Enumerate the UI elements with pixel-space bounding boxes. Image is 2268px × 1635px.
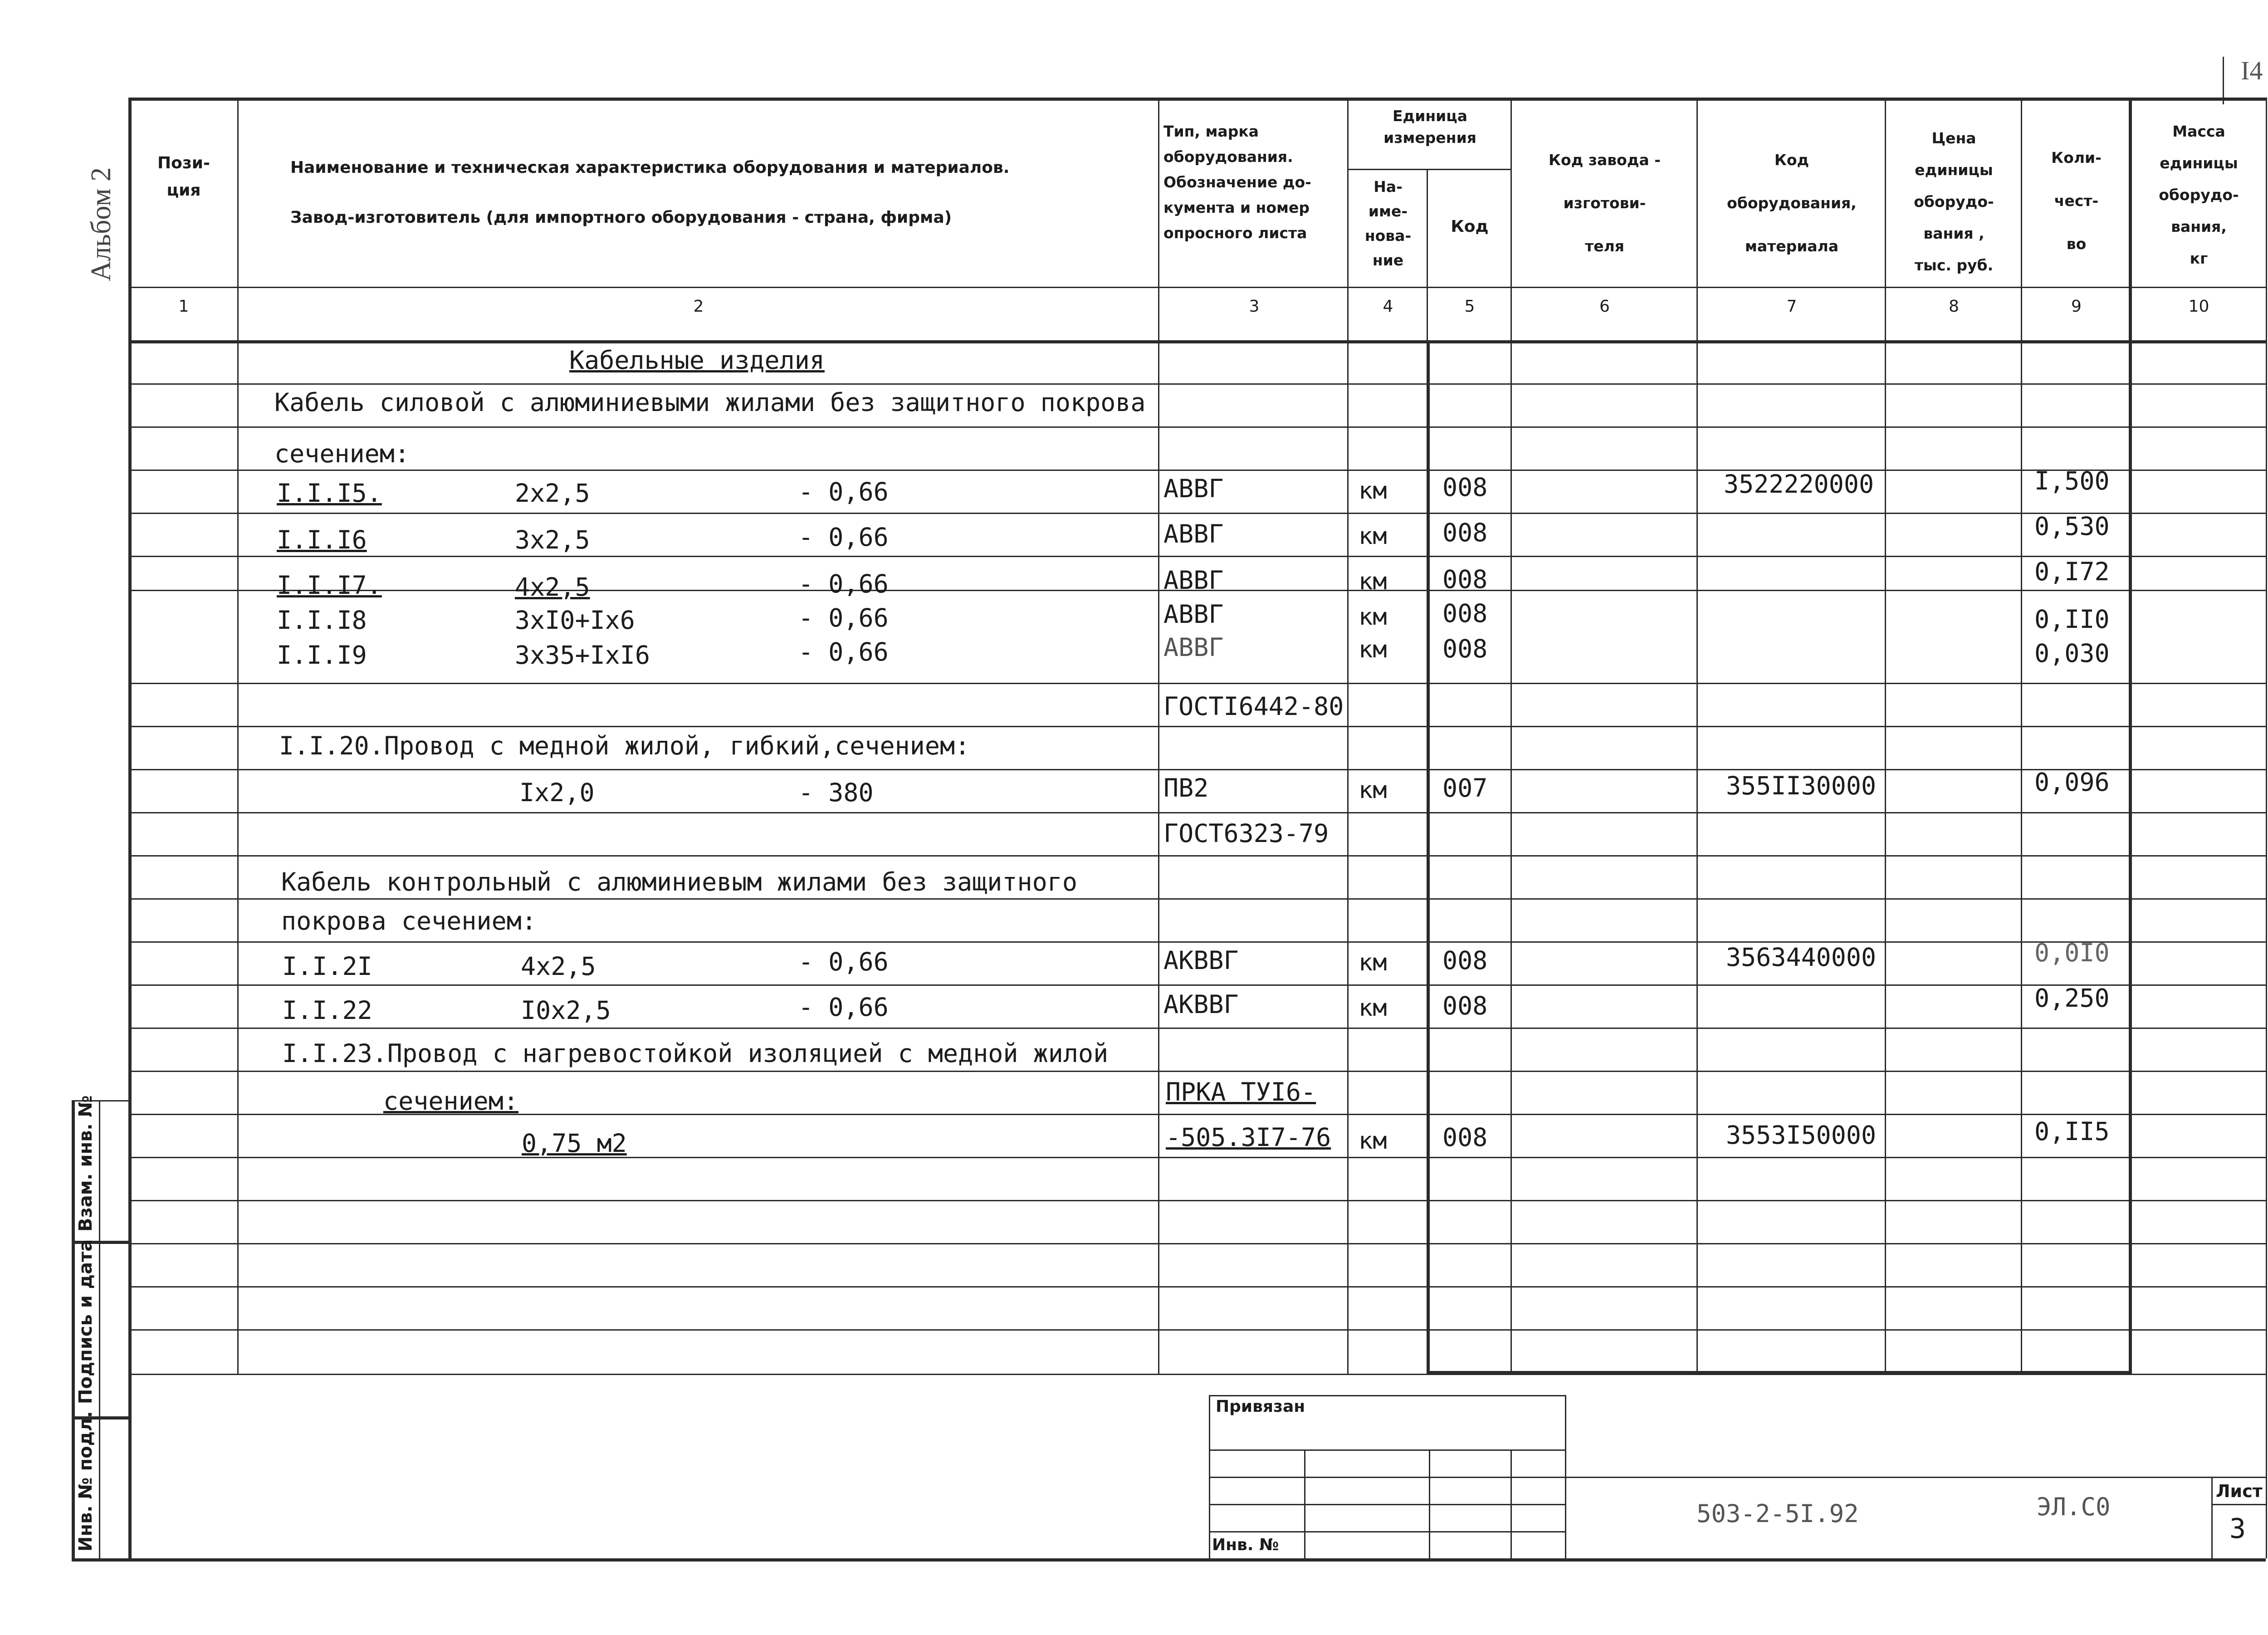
header-line: Обозначение до- <box>1163 173 1311 191</box>
header-quantity <box>2023 136 2130 265</box>
voltage-cell: - 0,66 <box>798 523 889 552</box>
unit-cell: км <box>1359 523 1387 550</box>
column-number: 2 <box>693 297 704 316</box>
row-text: Кабель контрольный с алюминиевым жилами без защитного <box>281 867 1077 896</box>
size-cell: 3х35+IхI6 <box>515 641 650 670</box>
type-cell: АВВГ <box>1163 600 1224 629</box>
standard-cell: ГОСТI6442-80 <box>1163 692 1344 721</box>
header-line: Код завода - <box>1549 151 1661 169</box>
code-cell: 008 <box>1442 599 1488 628</box>
voltage-cell: - 0,66 <box>798 603 889 632</box>
header-line: чест- <box>2054 192 2099 210</box>
unit-cell: км <box>1359 1127 1387 1155</box>
quantity-cell: 0,250 <box>2034 984 2110 1013</box>
unit-cell: км <box>1359 949 1387 976</box>
equipment-code-cell: 3522220000 <box>1724 470 1874 499</box>
header-line: Единица <box>1393 107 1467 125</box>
quantity-cell: 0,I72 <box>2034 557 2110 586</box>
code-cell: 008 <box>1442 473 1488 502</box>
equipment-code-cell: 3553I50000 <box>1726 1121 1877 1150</box>
header-line: Код <box>1774 151 1809 169</box>
header-line: тыс. руб. <box>1914 256 1994 274</box>
header-line: материала <box>1745 237 1839 255</box>
quantity-cell: 0,096 <box>2034 768 2110 797</box>
attached-label: Привязан <box>1216 1397 1305 1416</box>
header-position <box>132 150 236 204</box>
type-cell: -505.3I7-76 <box>1166 1123 1331 1152</box>
position-cell: I.I.2I <box>282 952 372 981</box>
type-cell: АВВГ <box>1163 519 1224 548</box>
column-number: 5 <box>1464 297 1475 316</box>
size-cell: 3хI0+Iх6 <box>515 606 635 635</box>
type-cell: АВВГ <box>1163 474 1224 503</box>
header-line: Коли- <box>2051 149 2102 166</box>
header-line: единицы <box>2160 154 2238 172</box>
column-number: 4 <box>1383 297 1393 316</box>
size-cell: 2х2,5 <box>515 479 590 508</box>
column-number: 7 <box>1786 297 1797 316</box>
voltage-cell: - 0,66 <box>798 637 889 666</box>
row-text: сечением: <box>383 1087 519 1116</box>
code-cell: 008 <box>1442 1123 1488 1152</box>
corner-sheet-number: I4 <box>2241 56 2263 85</box>
code-cell: 008 <box>1442 946 1488 975</box>
unit-cell: км <box>1359 603 1387 631</box>
header-line: вания , <box>1923 225 1984 242</box>
quantity-cell: I,500 <box>2034 466 2110 495</box>
quantity-cell: 0,0I0 <box>2034 938 2110 967</box>
code-cell: 008 <box>1442 634 1488 663</box>
quantity-cell: 0,II5 <box>2034 1117 2110 1146</box>
code-cell: 008 <box>1442 518 1488 547</box>
quantity-cell: 0,II0 <box>2034 605 2110 634</box>
size-cell: Iх2,0 <box>519 778 595 807</box>
column-number: 3 <box>1249 297 1260 316</box>
header-line: Завод-изготовитель (для импортного оборудования - страна, фирма) <box>290 208 952 227</box>
row-text: I.I.23.Провод с нагревостойкой изоляцией с медной жилой <box>282 1039 1109 1068</box>
column-number: 6 <box>1599 297 1610 316</box>
position-cell: I.I.I8 <box>277 606 367 635</box>
size-cell: 0,75 м2 <box>522 1129 627 1158</box>
voltage-cell: - 0,66 <box>798 993 889 1022</box>
position-cell: I.I.I5. <box>277 479 382 508</box>
quantity-cell: 0,530 <box>2034 512 2110 541</box>
section-code: ЭЛ.С0 <box>2037 1493 2111 1521</box>
header-line: кг <box>2190 250 2208 267</box>
type-cell: ПВ2 <box>1163 773 1209 803</box>
position-cell: I.I.I9 <box>277 641 367 670</box>
standard-cell: ГОСТ6323-79 <box>1163 819 1329 848</box>
unit-cell: км <box>1359 636 1387 663</box>
unit-cell: км <box>1359 477 1387 504</box>
unit-cell: км <box>1359 994 1387 1022</box>
header-line: ция <box>166 181 201 200</box>
type-cell: АВВГ <box>1163 633 1224 662</box>
sheet-number: 3 <box>2229 1513 2246 1545</box>
stamp-signature-date: Подпись и дата <box>75 1239 96 1404</box>
position-cell: I.I.I7. <box>277 571 382 600</box>
voltage-cell: - 0,66 <box>798 947 889 976</box>
section-title: Кабельные изделия <box>569 346 825 375</box>
header-line: нова- <box>1364 227 1412 245</box>
header-line: оборудования. <box>1163 148 1293 166</box>
inventory-label: Инв. № <box>1212 1536 1279 1554</box>
header-line: кумента и номер <box>1163 199 1310 216</box>
voltage-cell: - 0,66 <box>798 477 889 506</box>
quantity-cell: 0,030 <box>2034 639 2110 668</box>
header-line: теля <box>1585 237 1624 255</box>
header-line: Цена <box>1931 129 1976 147</box>
header-line: вания, <box>2171 218 2227 235</box>
size-cell: 4х2,5 <box>521 952 596 981</box>
header-unit-group <box>1349 105 1510 149</box>
position-cell: I.I.22 <box>282 996 372 1025</box>
header-line: оборудо- <box>2159 186 2239 204</box>
header-price <box>1887 122 2021 281</box>
type-cell: АВВГ <box>1163 566 1224 595</box>
size-cell: I0х2,5 <box>521 996 611 1025</box>
album-label: Альбом 2 <box>86 167 117 281</box>
code-cell: 008 <box>1442 565 1488 594</box>
voltage-cell: - 0,66 <box>798 569 889 598</box>
sheet-label: Лист <box>2216 1481 2263 1501</box>
header-line: оборудования, <box>1727 194 1857 212</box>
header-line: во <box>2066 235 2087 253</box>
size-cell: 4х2,5 <box>515 573 590 602</box>
header-line: ние <box>1372 251 1404 269</box>
header-name <box>240 143 1157 243</box>
header-factory-code <box>1513 138 1696 268</box>
header-line: изготови- <box>1563 194 1646 212</box>
header-line: Масса <box>2172 122 2225 140</box>
type-cell: АКВВГ <box>1163 990 1239 1019</box>
row-text: покрова сечением: <box>281 906 537 935</box>
unit-cell: км <box>1359 568 1387 595</box>
row-text: сечением: <box>274 439 410 468</box>
size-cell: 3х2,5 <box>515 525 590 554</box>
type-cell: ПРКА ТУI6- <box>1166 1077 1316 1106</box>
header-line: оборудо- <box>1914 193 1994 210</box>
header-line: единицы <box>1915 161 1993 179</box>
position-cell: I.I.I6 <box>277 525 367 554</box>
header-line: име- <box>1368 202 1408 220</box>
header-line: Тип, марка <box>1163 122 1259 140</box>
code-cell: 007 <box>1442 773 1488 803</box>
row-text: Кабель силовой с алюминиевыми жилами без защитного покрова <box>274 388 1146 417</box>
header-unit-code: Код <box>1451 217 1489 236</box>
type-cell: АКВВГ <box>1163 946 1239 975</box>
header-line: На- <box>1374 178 1403 196</box>
column-number: 10 <box>2188 297 2209 316</box>
header-line: Пози- <box>157 154 210 172</box>
header-line: опросного листа <box>1163 224 1307 242</box>
row-text: I.I.20.Провод с медной жилой, гибкий,сечением: <box>279 731 970 760</box>
column-number: 1 <box>178 297 189 316</box>
header-type <box>1163 119 1347 246</box>
header-equipment-code <box>1699 138 1885 268</box>
code-cell: 008 <box>1442 991 1488 1020</box>
header-mass <box>2132 116 2266 274</box>
unit-cell: км <box>1359 777 1387 804</box>
stamp-original-inv: Инв. № подл. <box>75 1411 96 1552</box>
voltage-cell: - 380 <box>798 778 874 807</box>
column-number: 8 <box>1949 297 1959 316</box>
document-code: 503-2-5I.92 <box>1696 1499 1859 1528</box>
header-line: измерения <box>1383 129 1476 147</box>
stamp-replaced-inv: Взам. инв. № <box>75 1095 96 1232</box>
header-line: Наименование и техническая характеристика оборудования и материалов. <box>290 158 1010 177</box>
column-number: 9 <box>2071 297 2082 316</box>
equipment-code-cell: 355II30000 <box>1726 771 1877 800</box>
header-unit-name <box>1349 175 1427 273</box>
equipment-code-cell: 3563440000 <box>1726 943 1877 972</box>
